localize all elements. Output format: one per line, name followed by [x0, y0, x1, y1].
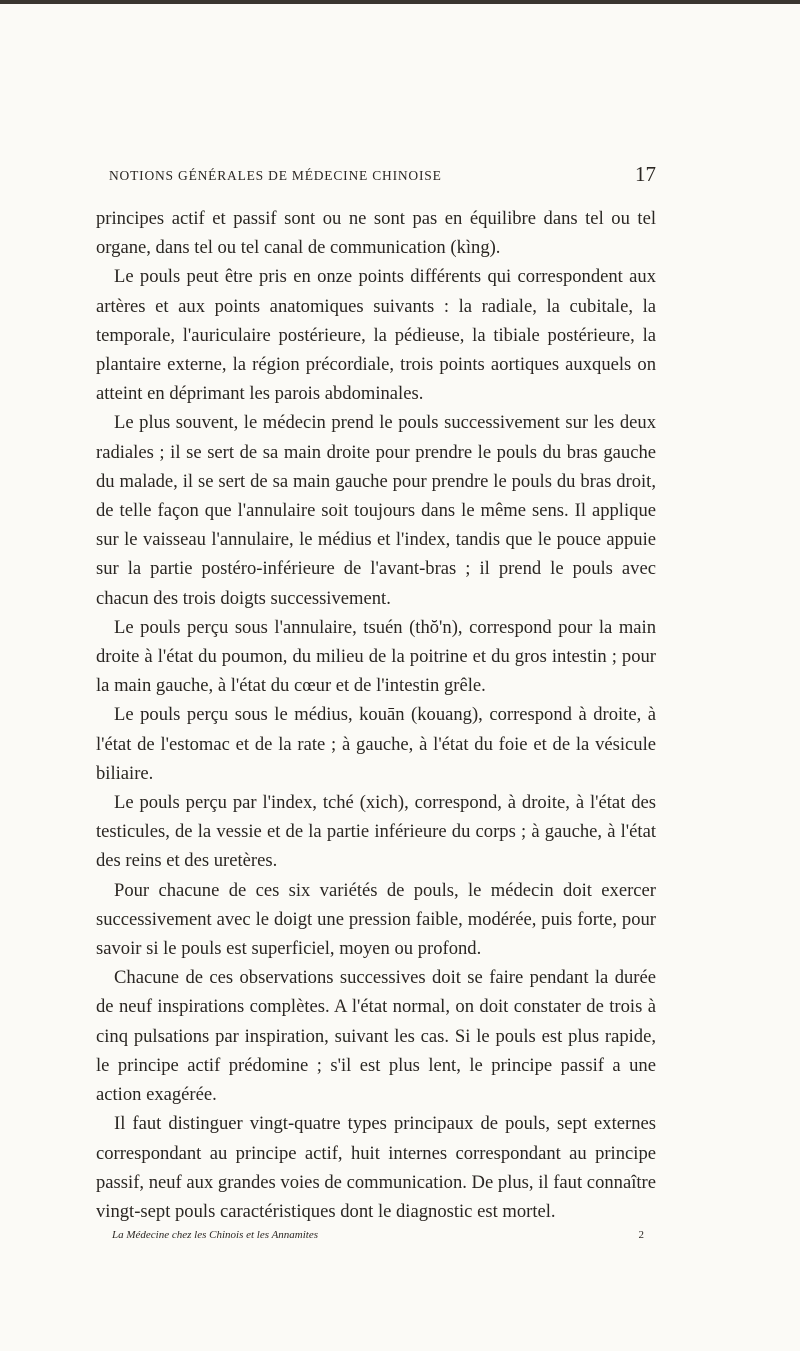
signature-mark: 2 [638, 1229, 644, 1242]
paragraph-5: Le pouls perçu sous le médius, kouān (kouang), correspond à droite, à l'état de l'estomac et de la rate ; à gauche, à l'état du foie et de la vésicule biliaire. [96, 704, 656, 784]
running-head-title: NOTIONS GÉNÉRALES DE MÉDECINE CHINOISE [109, 168, 442, 183]
book-page [96, 162, 656, 1245]
paragraph-8: Chacune de ces observations successives doit se faire pendant la durée de neuf inspirations complètes. A l'état normal, on doit constater de trois à cinq pulsations par inspiration, suivant les cas. Si le pouls est plus rapide, le principe actif prédomine ; s'il est plus lent, le principe passif a une action exagérée. [96, 967, 656, 1106]
paragraph-3: Le plus souvent, le médecin prend le pouls successivement sur les deux radiales ; il se sert de sa main droite pour prendre le pouls du bras gauche du malade, il se sert de sa main gauche pour prendre le pouls du bras droit, de telle façon que l'annulaire soit toujours dans le même sens. Il applique sur le vaisseau l'annulaire, le médius et l'index, tandis que le pouce appuie sur la partie postéro-inférieure de l'avant-bras ; il prend le pouls avec chacun des trois doigts successivement. [96, 412, 656, 609]
body-text [96, 204, 656, 1226]
top-edge-rule [0, 0, 800, 4]
paragraph-7: Pour chacune de ces six variétés de pouls, le médecin doit exercer successivement avec le doigt une pression faible, modérée, puis forte, pour savoir si le pouls est superficiel, moyen ou profond. [96, 879, 656, 960]
paragraph-1: principes actif et passif sont ou ne sont pas en équilibre dans tel ou tel organe, dans tel ou tel canal de communication (kìng). [96, 208, 656, 259]
paragraph-2: Le pouls peut être pris en onze points différents qui correspondent aux artères et aux points anatomiques suivants : la radiale, la cubitale, la temporale, l'auriculaire postérieure, la pédieuse, la tibiale postérieure, la plantaire externe, la région précordiale, trois points aortiques auxquels on atteint en déprimant les parois abdominales. [96, 266, 656, 405]
paragraph-4: Le pouls perçu sous l'annulaire, tsuén (thŏ'n), correspond pour la main droite à l'état du poumon, du milieu de la poitrine et du gros intestin ; pour la main gauche, à l'état du cœur et de l'intestin grêle. [96, 616, 656, 697]
paragraph-9: Il faut distinguer vingt-quatre types principaux de pouls, sept externes correspondant au principe actif, huit internes correspondant au principe passif, neuf aux grandes voies de communication. De plus, il faut connaître vingt-sept pouls caractéristiques dont le diagnostic est mortel. [96, 1113, 656, 1222]
running-head [96, 162, 656, 190]
footer-book-title: La Médecine chez les Chinois et les Annamites [112, 1229, 319, 1242]
footer [96, 1229, 656, 1245]
paragraph-6: Le pouls perçu par l'index, tché (xich), correspond, à droite, à l'état des testicules, de la vessie et de la partie inférieure du corps ; à gauche, à l'état des reins et des uretères. [96, 792, 656, 872]
page-number: 17 [635, 162, 656, 186]
